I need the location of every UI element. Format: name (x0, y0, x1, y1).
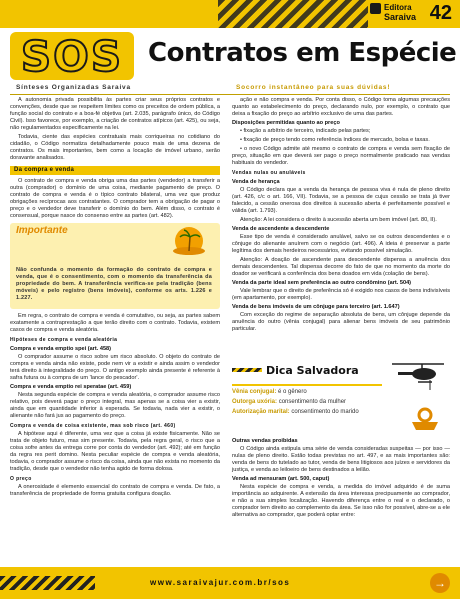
list-item: • fixação a arbítrio de terceiro, indicado pelas partes; (240, 128, 371, 134)
paragraph: Em regra, o contrato de compra e venda é comutativo, ou seja, as partes sabem exatamente a contraprestação a que terão direito com o contrato. Todavia, existem casos de compra e venda aleatória. (10, 313, 220, 333)
next-page-icon[interactable]: → (430, 573, 450, 593)
subtitle-right: Socorro instantâneo para suas dúvidas! (236, 84, 391, 91)
tip-text: consentimento do marido (291, 409, 359, 415)
publisher-line1: Editora (384, 3, 412, 12)
subheading: Venda de bens imóveis de um cônjuge para terceiro (art. 1.647) (232, 304, 400, 310)
publisher-logo (370, 3, 417, 23)
tip-content (232, 384, 382, 432)
tip-title: Dica Salvadora (266, 364, 359, 377)
paragraph: Atenção: A doação de ascendente para descendente dispensa a anuência dos demais descendentes. Tal dispensa decorre do fato de que no momento da morte do doador se verificará a conferência dos bens doados em vida (colação de bens). (232, 257, 450, 277)
subheading: Disposições permitidas quanto ao preço (232, 120, 340, 126)
tip-text: consentimento da mulher (278, 399, 347, 405)
subheading: Compra e venda emptio spei (art. 458) (10, 346, 112, 352)
section-heading: Da compra e venda (10, 166, 220, 175)
helicopter-icon (388, 360, 446, 390)
right-bottom-column (232, 436, 450, 562)
tip-label: Autorização marital: (232, 409, 290, 415)
subheading: Outras vendas proibidas (232, 438, 298, 444)
tip-line (232, 396, 382, 406)
page-title: Contratos em Espécie (148, 38, 457, 68)
paragraph: Nesta espécie de compra e venda, a medida do imóvel adquirido é de suma importância ao adquirente. A extensão da área interessa precipuamente ao comprador, e não a sua simples localização. Havendo diferença entre o real e o declarado, o comprador tem direito ao complemento da área. Se isso não for possível, abre-se a ele alternativa ao comprador, que poderá optar entre: (232, 484, 450, 518)
footer-stripe (0, 576, 95, 590)
paragraph: ação e não compra e venda. Por conta disso, o Código toma algumas precauções quanto ao estabelecimento do preço, declarando nulo, por exemplo, o contrato que deixa a fixação do preço ao arbítrio exclusivo de uma das partes. (232, 97, 450, 117)
tip-line (232, 386, 382, 396)
important-text: Não confunda o momento da formação do contrato de compra e venda, que é o consentimento, com o momento da transferência da propriedade do bem. A transferência verifica-se pela tradição (bens móveis) e pelo registro (bens imóveis), conforme os arts. 1.226 e 1.227. (16, 267, 212, 301)
subheading: Venda de ascendente a descendente (232, 226, 330, 232)
subtitle-left: Sínteses Organizadas Saraiva (16, 84, 131, 91)
right-column (232, 97, 450, 357)
tip-box (232, 360, 450, 436)
left-column (10, 97, 220, 562)
paragraph: O comprador assume o risco sobre um risco absoluto. O objeto do contrato de compra e venda ainda não existe, pode nem vir a existir e ainda assim o vendedor terá direito à integralidade do preço. O antigo exemplo ainda presente é referente à safra futura ou à compra de um 'lance do pescador'. (10, 354, 220, 381)
list-item: • fixação de preço tendo como referência índices de mercado, bolsa e taxas. (240, 137, 430, 143)
paragraph: • o novo Código admite até mesmo o contrato de compra e venda sem fixação de preço, situação em que deverá ser pago o preço normalmente praticado nas vendas habituais do vendedor. (232, 146, 450, 166)
subheading: Venda da parte ideal sem preferência ao outro condômino (art. 504) (232, 280, 412, 286)
sos-logo: SOS (20, 31, 124, 81)
paragraph: A autonomia privada possibilita às partes criar seus próprios contratos e convenções, desde que se respeitem limites como os preceitos de ordem pública, a função social do contrato e a boa-fé objetiva (art. 2.035, parágrafo único, do Código Civil). Isso favorece, por exemplo, a criação de contratos atípicos (art. 425), ou seja, não regulamentados especificamente na lei. (10, 97, 220, 131)
paragraph: Todavia, ciente das espécies contratuais mais corriqueiras no cotidiano do cidadão, o Código normatiza detalhadamente pouco mais de uma dezena de contratos. Os mais importantes, bem como a locação de imóvel urbano, serão doravante analisados. (10, 134, 220, 161)
paragraph: A hipótese aqui é diferente, uma vez que a coisa já existe fisicamente. Não se trata de objeto futuro, mas sim presente. Todavia, pela regra geral, o risco que a coisa sofre antes da entrega corre por conta do vendedor (art. 492); até em função da regra res perit domino. Nesta peculiar espécie de compra e venda aleatória, todavia, o comprador assume o risco da coisa, ainda que não exista no momento da tradição, desde que o vendedor não tenha agido de forma dolosa. (10, 431, 220, 472)
paragraph: Atenção: A lei considera o direito à sucessão aberta um bem imóvel (art. 80, II). (240, 217, 437, 223)
lifebuoy-boat-icon (410, 406, 440, 432)
subheading: Compra e venda de coisa existente, mas sob risco (art. 460) (10, 423, 176, 429)
subheading: O preço (10, 476, 32, 482)
tip-text: é o gênero (278, 389, 307, 395)
tip-label: Outorga uxória: (232, 399, 278, 405)
footer-url-link[interactable]: www.saraivajur.com.br/sos (150, 578, 291, 587)
subheading: Vendas nulas ou anuláveis (232, 170, 306, 176)
tip-label: Vênia conjugal: (232, 389, 277, 395)
paragraph: O Código declara que a venda da herança de pessoa viva é nula de pleno direito (art. 426, c/c o art. 166, VII). Todavia, se a pessoa de cujus cessão se trata já tiver falecido, a cessão onerosa dos direitos à sucessão aberta é perfeitamente possível e válida (art. 1.793). (232, 187, 450, 214)
subheading: Compra e venda emptio rei speratae (art. 459) (10, 384, 132, 390)
page-number: 42 (429, 2, 452, 24)
paragraph: A onerosidade é elemento essencial do contrato de compra e venda. De fato, a transferência de propriedade de forma gratuita configura doação. (10, 484, 220, 497)
island-icon (166, 225, 212, 259)
paragraph: Com exceção do regime de separação absoluta de bens, um cônjuge depende da anuência do outro (vênia conjugal) para alienar bens imóveis de seu patrimônio particular. (232, 312, 450, 332)
paragraph: O contrato de compra e venda obriga uma das partes (vendedor) a transferir a outra (comprador) o domínio de uma coisa, mediante pagamento de preço. O contrato de compra e venda é o típico contrato bilateral, uma vez que produz obrigações recíprocas aos contratantes. O comprador tem a obrigação de pagar o preço e o vendedor deve transferir o domínio do bem. Além disso, o contrato é consensual, porque nasce do consenso entre as partes (art. 482). (10, 178, 220, 219)
publisher-line2: Saraiva (384, 12, 417, 22)
subheading: Venda de herança (232, 179, 280, 185)
paragraph: Esse tipo de venda é considerado anulável, salvo se os outros descendentes e o cônjuge do alienante anuírem com o negócio (art. 496). A ideia é preservar a parte legítima dos demais herdeiros necessários, evitando possível simulação. (232, 234, 450, 254)
important-title: Importante (16, 225, 68, 236)
paragraph: O Código ainda estipula uma série de venda consideradas suspeitas — por isso — nulas de pleno direito. Estão todas previstas no art. 497, e as mais importantes são: venda de bens do tutelado ao tutor, venda de bens litigiosos aos juízes e servidores da justiça, e venda ao leiloeiro de bens destinados a leilão. (232, 446, 450, 473)
subheading: Venda ad mensuram (art. 500, caput) (232, 476, 330, 482)
hazard-stripe (218, 0, 368, 28)
tip-stripe (232, 368, 262, 372)
paragraph: Vale lembrar que o direito de preferência só é exigido nos casos de bens indivisíveis (em apartamento, por exemplo). (232, 288, 450, 301)
publisher-logo-icon (370, 3, 381, 14)
sos-logo-box (10, 32, 134, 80)
subheading: Hipóteses de compra e venda aleatória (10, 337, 118, 343)
important-box (10, 223, 220, 309)
paragraph: Nesta segunda espécie de compra e venda aleatória, o comprador assume risco relativo, pois deverá pagar o preço integral, mas apenas se a coisa vier a existir, ainda que em quantidade inferior à esperada. Se todavia, nada vier a existir, o alienante não fará jus ao pagamento do preço. (10, 392, 220, 419)
tip-line (232, 406, 382, 416)
